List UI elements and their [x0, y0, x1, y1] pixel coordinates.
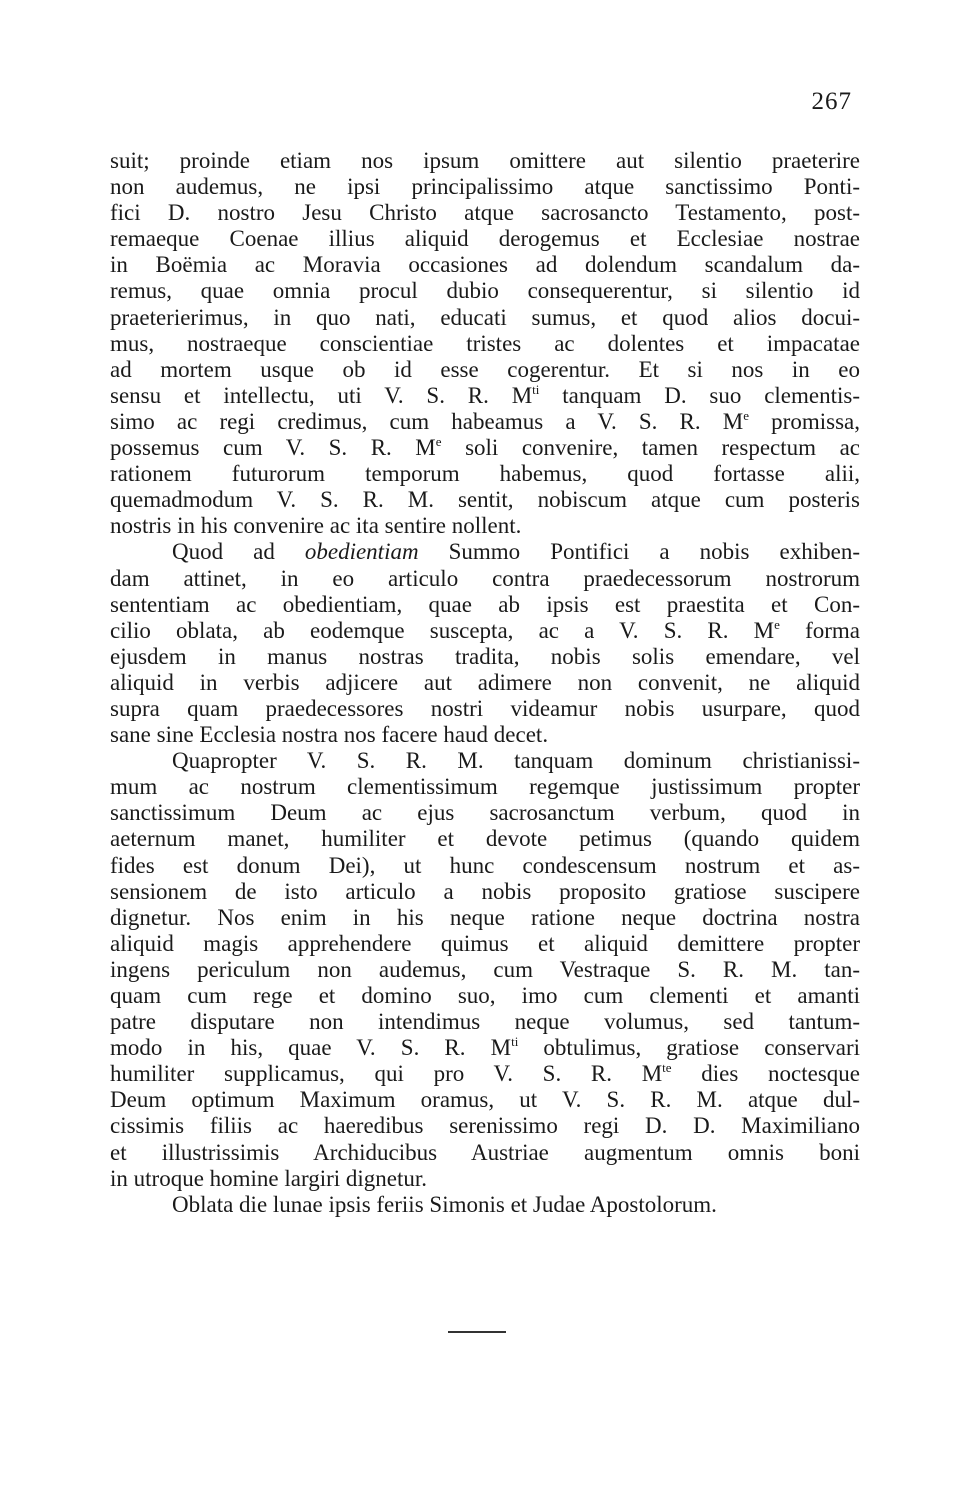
text-line: possemus cum V. S. R. Me soli convenire, tamen respectum ac: [110, 434, 860, 461]
text-line: suit; proinde etiam nos ipsum omittere aut silentio praeterire: [110, 148, 860, 173]
text-line: cissimis filiis ac haeredibus serenissimo regi D. D. Maximiliano: [110, 1113, 860, 1139]
body-text: [110, 148, 860, 1218]
text-line: sententiam ac obedientiam, quae ab ipsis est praestita et Con-: [110, 591, 860, 617]
text-line: cilio oblata, ab eodemque suscepta, ac a V. S. R. Me forma: [110, 616, 860, 643]
text-line: aliquid in verbis adjicere aut adimere non convenit, ne aliquid: [110, 669, 860, 695]
text-line: ingens periculum non audemus, cum Vestraque S. R. M. tan-: [110, 956, 860, 982]
text-line: quemadmodum V. S. R. M. sentit, nobiscum atque cum posteris: [110, 487, 860, 513]
text-line: simo ac regi credimus, cum habeamus a V. S. R. Me promissa,: [110, 407, 860, 434]
text-line: mus, nostraeque conscientiae tristes ac dolentes et impacatae: [110, 330, 860, 356]
text-line: fides est donum Dei), ut hunc condescensum nostrum et as-: [110, 852, 860, 878]
text-line: Oblata die lunae ipsis feriis Simonis et Judae Apostolorum.: [172, 1191, 717, 1217]
closing-separator-rule: [448, 1331, 506, 1333]
text-line: remus, quae omnia procul dubio consequerentur, si silentio id: [110, 278, 860, 304]
text-line: aeternum manet, humiliter et devote petimus (quando quidem: [110, 826, 860, 852]
text-line: mum ac nostrum clementissimum regemque justissimum propter: [110, 774, 860, 800]
text-line: dam attinet, in eo articulo contra praedecessorum nostrorum: [110, 565, 860, 591]
text-line: rationem futurorum temporum habemus, quod fortasse alii,: [110, 461, 860, 487]
text-line: et illustrissimis Archiducibus Austriae augmentum omnis boni: [110, 1139, 860, 1165]
text-line: sanctissimum Deum ac ejus sacrosanctum verbum, quod in: [110, 800, 860, 826]
text-line: Deum optimum Maximum oramus, ut V. S. R. M. atque dul-: [110, 1087, 860, 1113]
text-line: fici D. nostro Jesu Christo atque sacrosancto Testamento, post-: [110, 200, 860, 226]
text-line: in Boëmia ac Moravia occasiones ad dolendum scandalum da-: [110, 252, 860, 278]
paragraph: [110, 748, 860, 1192]
text-line: aliquid magis apprehendere quimus et aliquid demittere propter: [110, 930, 860, 956]
text-line: patre disputare non intendimus neque volumus, sed tantum-: [110, 1009, 860, 1035]
text-line: Quod ad obedientiam Summo Pontifici a nobis exhiben-: [172, 539, 860, 565]
text-line: sensu et intellectu, uti V. S. R. $M^{ti}$ tanquam D. suo clementis-: [110, 381, 860, 408]
text-line: dignetur. Nos enim in his neque ratione neque doctrina nostra: [110, 904, 860, 930]
paragraph: [110, 1192, 860, 1218]
paragraph: [110, 148, 860, 539]
text-line: Quapropter V. S. R. M. tanquam dominum christianissi-: [172, 748, 860, 774]
text-line: nostris in his convenire ac ita sentire nollent.: [110, 513, 522, 539]
text-line: ejusdem in manus nostras tradita, nobis solis emendare, vel: [110, 643, 860, 669]
text-line: ad mortem usque ob id esse cogerentur. Et si nos in eo: [110, 356, 860, 382]
text-line: in utroque homine largiri dignetur.: [110, 1165, 428, 1191]
text-line: praeterierimus, in quo nati, educati sumus, et quod alios docui-: [110, 304, 860, 330]
text-line: remaeque Coenae illius aliquid derogemus et Ecclesiae nostrae: [110, 226, 860, 252]
text-line: modo in his, quae V. S. R. $M^{ti}$ obtulimus, gratiose conservari: [110, 1034, 860, 1061]
page-number: 267: [811, 88, 852, 115]
text-line: humiliter supplicamus, qui pro V. S. R. $M^{te}$ dies noctesque: [110, 1060, 861, 1087]
text-line: non audemus, ne ipsi principalissimo atque sanctissimo Ponti-: [110, 174, 860, 200]
text-line: sensionem de isto articulo a nobis proposito gratiose suscipere: [110, 878, 860, 904]
text-line: sane sine Ecclesia nostra nos facere haud decet.: [110, 722, 549, 748]
text-line: quam cum rege et domino suo, imo cum clementi et amanti: [110, 983, 860, 1008]
text-line: supra quam praedecessores nostri videamur nobis usurpare, quod: [110, 695, 860, 721]
paragraph: [110, 539, 860, 748]
